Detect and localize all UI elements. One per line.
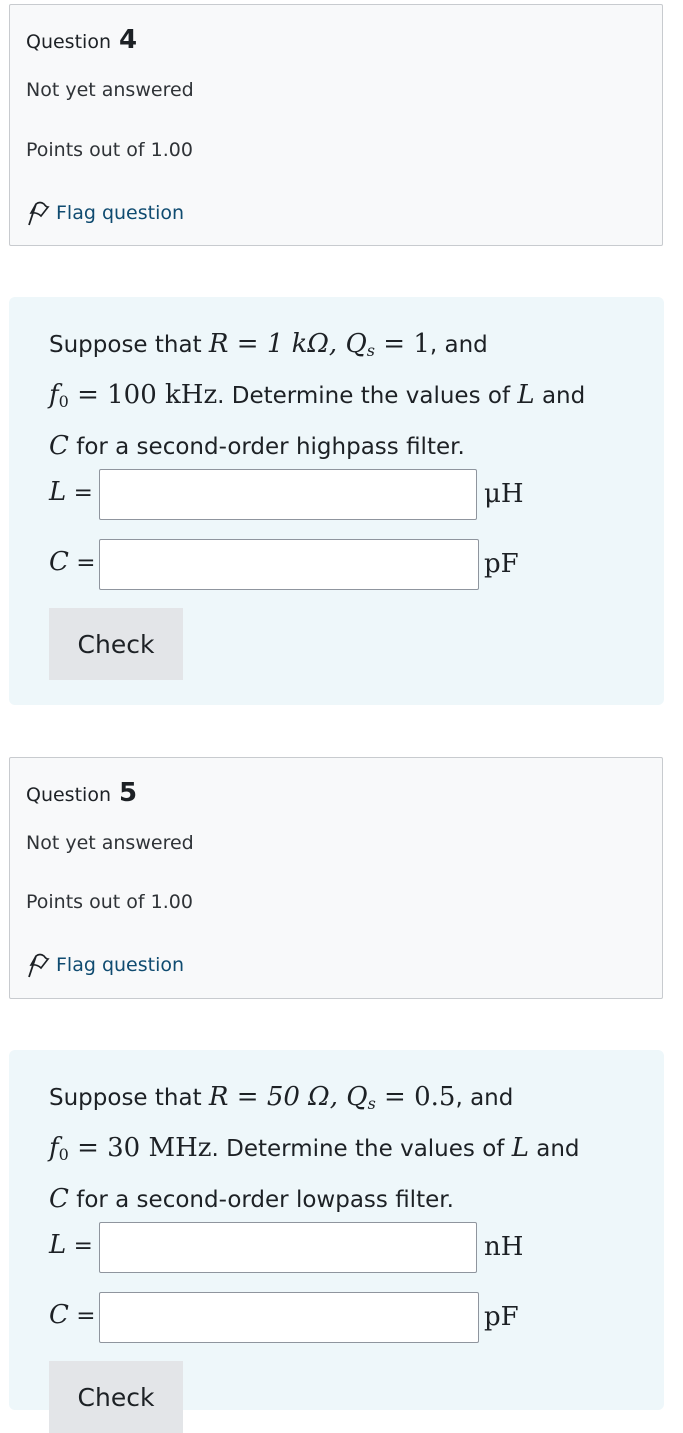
math-r [209, 329, 430, 359]
math-part: f [49, 1133, 59, 1163]
flag-icon [26, 950, 50, 980]
math-f [49, 1133, 211, 1163]
l-unit: μH [484, 479, 524, 509]
question-info-4 [9, 4, 663, 246]
math-sub: s [367, 1094, 376, 1113]
l-symbol: L [49, 477, 67, 507]
c-unit: pF [484, 1302, 519, 1332]
question-number [26, 778, 137, 808]
question-number [26, 25, 137, 55]
text-part: for a second-order lowpass filter. [76, 1187, 454, 1213]
question-info-5 [9, 757, 663, 999]
c-answer-input[interactable] [99, 539, 479, 590]
l-unit: nH [484, 1232, 524, 1262]
text-part: for a second-order highpass filter. [76, 434, 465, 460]
text-part: , and [429, 332, 488, 358]
math-part: R = 50 Ω, [208, 1082, 347, 1112]
math-sub: s [366, 341, 376, 360]
math-l: L [511, 1133, 529, 1163]
c-answer-label [49, 1300, 96, 1330]
equals-sign: = [66, 1233, 93, 1259]
question-grade: Points out of 1.00 [26, 139, 193, 161]
math-sub: 0 [58, 1145, 69, 1164]
check-button[interactable]: Check [49, 608, 183, 680]
math-r [209, 1082, 456, 1112]
math-f [49, 380, 217, 410]
flag-question-link[interactable] [26, 198, 184, 228]
question-number-value: 4 [119, 25, 138, 55]
c-symbol: C [49, 547, 69, 577]
question-number-value: 5 [119, 778, 138, 808]
text-part: . Determine the values of [217, 383, 511, 409]
question-state: Not yet answered [26, 832, 194, 854]
equals-sign: = [68, 550, 96, 576]
math-part: Q [346, 1082, 368, 1112]
math-part: = 100 kHz [68, 380, 218, 410]
equals-sign: = [66, 480, 93, 506]
math-c: C [49, 1184, 69, 1214]
text-part: Suppose that [49, 1085, 202, 1111]
question-state: Not yet answered [26, 79, 194, 101]
question-text [49, 1075, 619, 1222]
question-content-5 [9, 1050, 664, 1410]
l-answer-label [49, 1230, 93, 1260]
equals-sign: = [68, 1303, 96, 1329]
l-answer-label [49, 477, 93, 507]
c-unit: pF [484, 549, 519, 579]
c-symbol: C [49, 1300, 69, 1330]
question-label: Question [26, 784, 111, 806]
math-c: C [49, 431, 69, 461]
question-label: Question [26, 31, 111, 53]
question-grade: Points out of 1.00 [26, 891, 193, 913]
math-part: = 1 [375, 329, 430, 359]
math-part: = 30 MHz [68, 1133, 212, 1163]
l-answer-input[interactable] [99, 469, 477, 520]
text-part: and [536, 1136, 580, 1162]
math-l: L [517, 380, 535, 410]
flag-question-label: Flag question [56, 954, 185, 976]
math-part: R = 1 kΩ, [208, 329, 346, 359]
l-symbol: L [49, 1230, 67, 1260]
c-answer-label [49, 547, 96, 577]
math-part: = 0.5 [375, 1082, 456, 1112]
check-button[interactable]: Check [49, 1361, 183, 1433]
text-part: Suppose that [49, 332, 202, 358]
question-text [49, 322, 619, 469]
c-answer-input[interactable] [99, 1292, 479, 1343]
flag-icon [26, 198, 50, 228]
text-part: , and [455, 1085, 514, 1111]
l-answer-input[interactable] [99, 1222, 477, 1273]
math-sub: 0 [58, 392, 69, 411]
question-content-4 [9, 297, 664, 705]
flag-question-link[interactable] [26, 950, 184, 980]
math-part: f [49, 380, 59, 410]
math-part: Q [345, 329, 367, 359]
text-part: and [541, 383, 586, 409]
flag-question-label: Flag question [56, 202, 185, 224]
text-part: . Determine the values of [211, 1136, 505, 1162]
